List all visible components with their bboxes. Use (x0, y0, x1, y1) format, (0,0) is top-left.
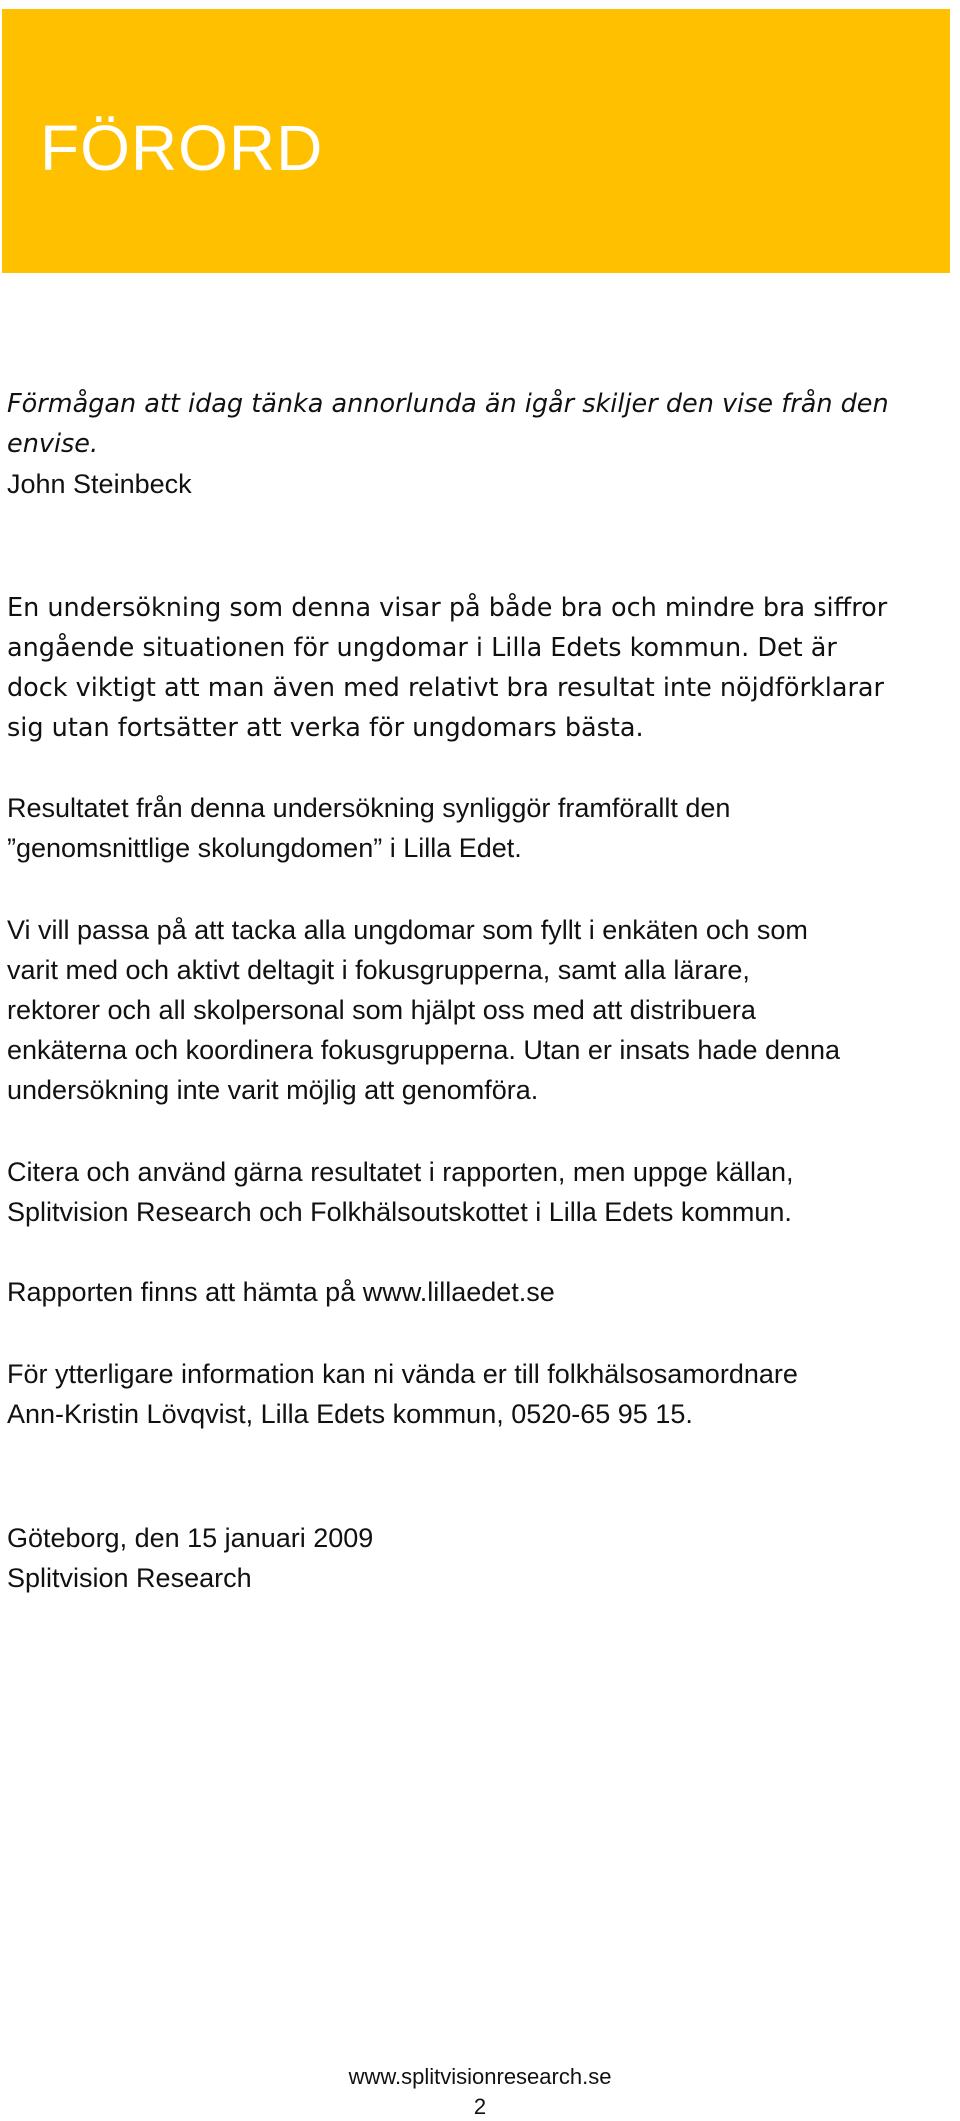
quote-text: Förmågan att idag tänka annorlunda än igår skiljer den vise från den envise. (7, 389, 889, 459)
signature-place-date: Göteborg, den 15 januari 2009 (7, 1523, 374, 1553)
footer-url: www.splitvisionresearch.se (348, 2064, 612, 2089)
paragraph-citation: Citera och använd gärna resultatet i rapporten, men uppge källan, Splitvision Research och Folkhälsoutskottet i Lilla Edets kommun. (7, 1157, 794, 1227)
paragraph-contact: För ytterligare information kan ni vända er till folkhälsosamordnare Ann-Kristin Lövqvist, Lilla Edets kommun, 0520-65 95 15. (7, 1359, 798, 1429)
paragraph-thanks: Vi vill passa på att tacka alla ungdomar som fyllt i enkäten och som varit med och aktivt deltagit i fokusgrupperna, samt alla lärare, rektorer och all skolpersonal som hjälpt oss med att distribuera enkäterna och koordinera fokusgrupperna. Utan er insats hade denna undersökning inte varit möjlig att genomföra. (7, 915, 841, 1105)
page-title: FÖRORD (40, 112, 324, 184)
paragraph-report-link: Rapporten finns att hämta på www.lillaedet.se (7, 1277, 555, 1307)
signature-organization: Splitvision Research (7, 1563, 252, 1593)
header-band (2, 9, 950, 273)
paragraph-results: Resultatet från denna undersökning synliggör framförallt den ”genomsnittlige skolungdomen” i Lilla Edet. (7, 793, 731, 863)
page-number: 2 (473, 2094, 487, 2119)
quote-author: John Steinbeck (7, 469, 192, 499)
paragraph-intro: En undersökning som denna visar på både bra och mindre bra siffror angående situationen för ungdomar i Lilla Edets kommun. Det är dock viktigt att man även med relativt bra resultat inte nöjdförklarar sig utan fortsätter att verka för ungdomars bästa. (7, 593, 888, 743)
